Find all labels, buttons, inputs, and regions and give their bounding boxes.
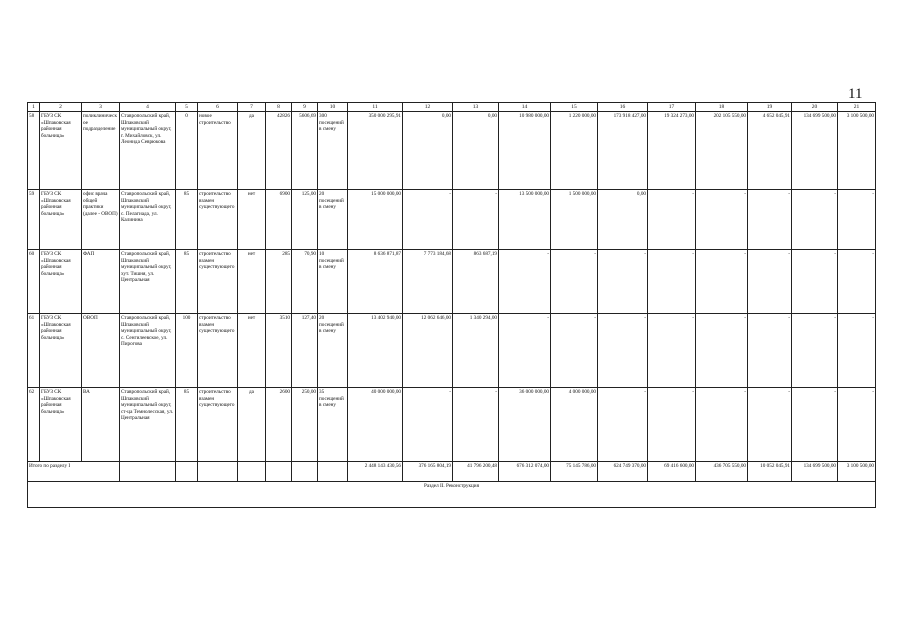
total-value: 41 796 200,48 bbox=[453, 462, 499, 482]
empty-cell bbox=[292, 462, 318, 482]
column-number-header: 17 bbox=[648, 103, 696, 112]
table-cell: 60 bbox=[28, 250, 40, 314]
table-cell: ОВОП bbox=[82, 314, 120, 388]
table-cell: поликлиническое подразделение bbox=[82, 112, 120, 190]
table-cell: нет bbox=[238, 314, 266, 388]
empty-cell bbox=[318, 462, 348, 482]
column-number-header: 9 bbox=[292, 103, 318, 112]
table-cell: 8 636 871,87 bbox=[348, 250, 403, 314]
table-cell: 3 100 500,00 bbox=[838, 112, 876, 190]
table-cell: 4 000 000,00 bbox=[551, 388, 598, 462]
column-number-header: 8 bbox=[266, 103, 292, 112]
total-value: 376 165 804,19 bbox=[403, 462, 453, 482]
total-value: 10 052 045,91 bbox=[748, 462, 792, 482]
table-cell: 35 посещений в смену bbox=[318, 388, 348, 462]
table-body bbox=[28, 103, 876, 508]
table-cell: 85 bbox=[176, 388, 198, 462]
table-cell: да bbox=[238, 388, 266, 462]
total-value: 75 145 786,00 bbox=[551, 462, 598, 482]
table-cell: 59 bbox=[28, 190, 40, 250]
column-number-header: 19 bbox=[748, 103, 792, 112]
table-cell: 85 bbox=[176, 250, 198, 314]
column-number-header: 2 bbox=[40, 103, 82, 112]
empty-cell bbox=[266, 462, 292, 482]
column-number-header: 20 bbox=[792, 103, 838, 112]
table-row bbox=[28, 190, 876, 250]
empty-cell bbox=[120, 462, 176, 482]
table-cell: - bbox=[499, 314, 551, 388]
table-cell: строительство взамен существующего bbox=[198, 250, 238, 314]
table-cell: ГБУЗ СК «Шпаковская районная больница» bbox=[40, 388, 82, 462]
table-cell: - bbox=[838, 314, 876, 388]
column-number-header: 1 bbox=[28, 103, 40, 112]
section-title: Раздел II. Реконструкция bbox=[28, 482, 876, 508]
table-cell: 300 посещений в смену bbox=[318, 112, 348, 190]
table-cell: 173 918 427,00 bbox=[598, 112, 648, 190]
column-number-header: 12 bbox=[403, 103, 453, 112]
total-label: Итого по разделу I bbox=[28, 462, 120, 482]
empty-cell bbox=[198, 462, 238, 482]
table-cell: - bbox=[748, 314, 792, 388]
table-row bbox=[28, 250, 876, 314]
table-cell: 0,00 bbox=[453, 112, 499, 190]
table-cell: строительство взамен существующего bbox=[198, 388, 238, 462]
table-cell: - bbox=[551, 250, 598, 314]
column-number-header: 18 bbox=[696, 103, 748, 112]
table-cell: - bbox=[648, 388, 696, 462]
investment-table bbox=[27, 102, 876, 508]
table-cell: - bbox=[648, 190, 696, 250]
table-cell: 1 500 000,00 bbox=[551, 190, 598, 250]
total-row bbox=[28, 462, 876, 482]
table-cell: 100 bbox=[176, 314, 198, 388]
column-number-header: 4 bbox=[120, 103, 176, 112]
table-cell: нет bbox=[238, 190, 266, 250]
table-cell: - bbox=[551, 314, 598, 388]
table-cell: 7 773 184,68 bbox=[403, 250, 453, 314]
table-cell: 2600 bbox=[266, 388, 292, 462]
empty-cell bbox=[176, 462, 198, 482]
table-cell: строительство взамен существующего bbox=[198, 190, 238, 250]
table-cell: 15 000 000,00 bbox=[348, 190, 403, 250]
table-cell: - bbox=[838, 250, 876, 314]
table-cell: 13 500 000,00 bbox=[499, 190, 551, 250]
header-row bbox=[28, 103, 876, 112]
table-cell: 0,00 bbox=[403, 112, 453, 190]
total-value: 3 100 500,00 bbox=[838, 462, 876, 482]
table-cell: 19 324 273,00 bbox=[648, 112, 696, 190]
table-cell: офис врача общей практики (далее - ОВОП) bbox=[82, 190, 120, 250]
table-cell: 42826 bbox=[266, 112, 292, 190]
table-cell: - bbox=[499, 250, 551, 314]
table-cell: - bbox=[748, 190, 792, 250]
table-cell: 863 687,19 bbox=[453, 250, 499, 314]
table-cell: 70,90 bbox=[292, 250, 318, 314]
table-cell: 0 bbox=[176, 112, 198, 190]
table-cell: Ставропольский край, Шпаковский муниципальный округ, с. Сенгилеевское, ул. Пирогова bbox=[120, 314, 176, 388]
table-cell: 134 699 500,00 bbox=[792, 112, 838, 190]
table-cell: - bbox=[598, 314, 648, 388]
table-row bbox=[28, 112, 876, 190]
table-cell: - bbox=[696, 190, 748, 250]
table-cell: 3510 bbox=[266, 314, 292, 388]
table-cell: 5606,69 bbox=[292, 112, 318, 190]
table-row bbox=[28, 314, 876, 388]
table-cell: 12 062 646,00 bbox=[403, 314, 453, 388]
table-cell: - bbox=[748, 388, 792, 462]
table-cell: - bbox=[696, 388, 748, 462]
table-cell: 10 посещений в смену bbox=[318, 250, 348, 314]
column-number-header: 14 bbox=[499, 103, 551, 112]
table-cell: - bbox=[453, 388, 499, 462]
column-number-header: 5 bbox=[176, 103, 198, 112]
table-cell: 350 000 295,91 bbox=[348, 112, 403, 190]
total-value: 69 416 600,00 bbox=[648, 462, 696, 482]
total-value: 2 448 143 430,56 bbox=[348, 462, 403, 482]
table-cell: 1 340 294,00 bbox=[453, 314, 499, 388]
table-cell: 0,00 bbox=[598, 190, 648, 250]
table-cell: - bbox=[838, 190, 876, 250]
table-cell: - bbox=[453, 190, 499, 250]
table-cell: 127,40 bbox=[292, 314, 318, 388]
table-cell: - bbox=[598, 250, 648, 314]
table-cell: - bbox=[792, 388, 838, 462]
empty-cell bbox=[238, 462, 266, 482]
column-number-header: 15 bbox=[551, 103, 598, 112]
total-value: 624 749 370,00 bbox=[598, 462, 648, 482]
total-value: 436 705 550,00 bbox=[696, 462, 748, 482]
table-cell: Ставропольский край, Шпаковский муниципальный округ, г. Михайловск, ул. Леонида Севрюкова bbox=[120, 112, 176, 190]
column-number-header: 21 bbox=[838, 103, 876, 112]
table-cell: - bbox=[792, 250, 838, 314]
table-cell: - bbox=[648, 314, 696, 388]
table-cell: 285 bbox=[266, 250, 292, 314]
table-cell: - bbox=[838, 388, 876, 462]
table-cell: - bbox=[403, 388, 453, 462]
table-cell: 125,00 bbox=[292, 190, 318, 250]
table-cell: 20 посещений в смену bbox=[318, 314, 348, 388]
table-cell: ВА bbox=[82, 388, 120, 462]
table-cell: 58 bbox=[28, 112, 40, 190]
table-cell: ГБУЗ СК «Шпаковская районная больница» bbox=[40, 190, 82, 250]
table-cell: 36 000 000,00 bbox=[499, 388, 551, 462]
table-cell: 13 402 940,00 bbox=[348, 314, 403, 388]
table-cell: - bbox=[748, 250, 792, 314]
column-number-header: 13 bbox=[453, 103, 499, 112]
table-cell: - bbox=[696, 314, 748, 388]
table-cell: нет bbox=[238, 250, 266, 314]
column-number-header: 10 bbox=[318, 103, 348, 112]
column-number-header: 6 bbox=[198, 103, 238, 112]
column-number-header: 7 bbox=[238, 103, 266, 112]
column-number-header: 3 bbox=[82, 103, 120, 112]
table-cell: строительство взамен существующего bbox=[198, 314, 238, 388]
total-value: 134 699 500,00 bbox=[792, 462, 838, 482]
table-cell: 202 105 550,00 bbox=[696, 112, 748, 190]
table-cell: 61 bbox=[28, 314, 40, 388]
table-cell: 62 bbox=[28, 388, 40, 462]
table-cell: - bbox=[403, 190, 453, 250]
table-cell: 1 220 000,00 bbox=[551, 112, 598, 190]
column-number-header: 16 bbox=[598, 103, 648, 112]
total-value: 676 312 074,00 bbox=[499, 462, 551, 482]
table-cell: 85 bbox=[176, 190, 198, 250]
table-cell: 20 посещений в смену bbox=[318, 190, 348, 250]
table-cell: 250,00 bbox=[292, 388, 318, 462]
section-row bbox=[28, 482, 876, 508]
table-cell: Ставропольский край, Шпаковский муниципальный округ, ст-ца Темнолесская, ул. Центральная bbox=[120, 388, 176, 462]
table-row bbox=[28, 388, 876, 462]
page-number: 11 bbox=[848, 86, 863, 102]
table-cell: ГБУЗ СК «Шпаковская районная больница» bbox=[40, 112, 82, 190]
table-cell: 10 980 000,00 bbox=[499, 112, 551, 190]
table-cell: - bbox=[792, 314, 838, 388]
table-cell: - bbox=[792, 190, 838, 250]
table-cell: да bbox=[238, 112, 266, 190]
table-cell: 6900 bbox=[266, 190, 292, 250]
table-cell: ГБУЗ СК «Шпаковская районная больница» bbox=[40, 250, 82, 314]
table-cell: 40 000 000,00 bbox=[348, 388, 403, 462]
table-cell: ГБУЗ СК «Шпаковская районная больница» bbox=[40, 314, 82, 388]
table-cell: ФАП bbox=[82, 250, 120, 314]
table-cell: новое строительство bbox=[198, 112, 238, 190]
table-cell: - bbox=[598, 388, 648, 462]
table-cell: - bbox=[696, 250, 748, 314]
table-cell: - bbox=[648, 250, 696, 314]
table-cell: Ставропольский край, Шпаковский муниципальный округ, хут. Тишня, ул. Центральная bbox=[120, 250, 176, 314]
table-cell: 4 652 045,91 bbox=[748, 112, 792, 190]
column-number-header: 11 bbox=[348, 103, 403, 112]
table-cell: Ставропольский край, Шпаковский муниципальный округ, с. Пелагиада, ул. Калинина bbox=[120, 190, 176, 250]
